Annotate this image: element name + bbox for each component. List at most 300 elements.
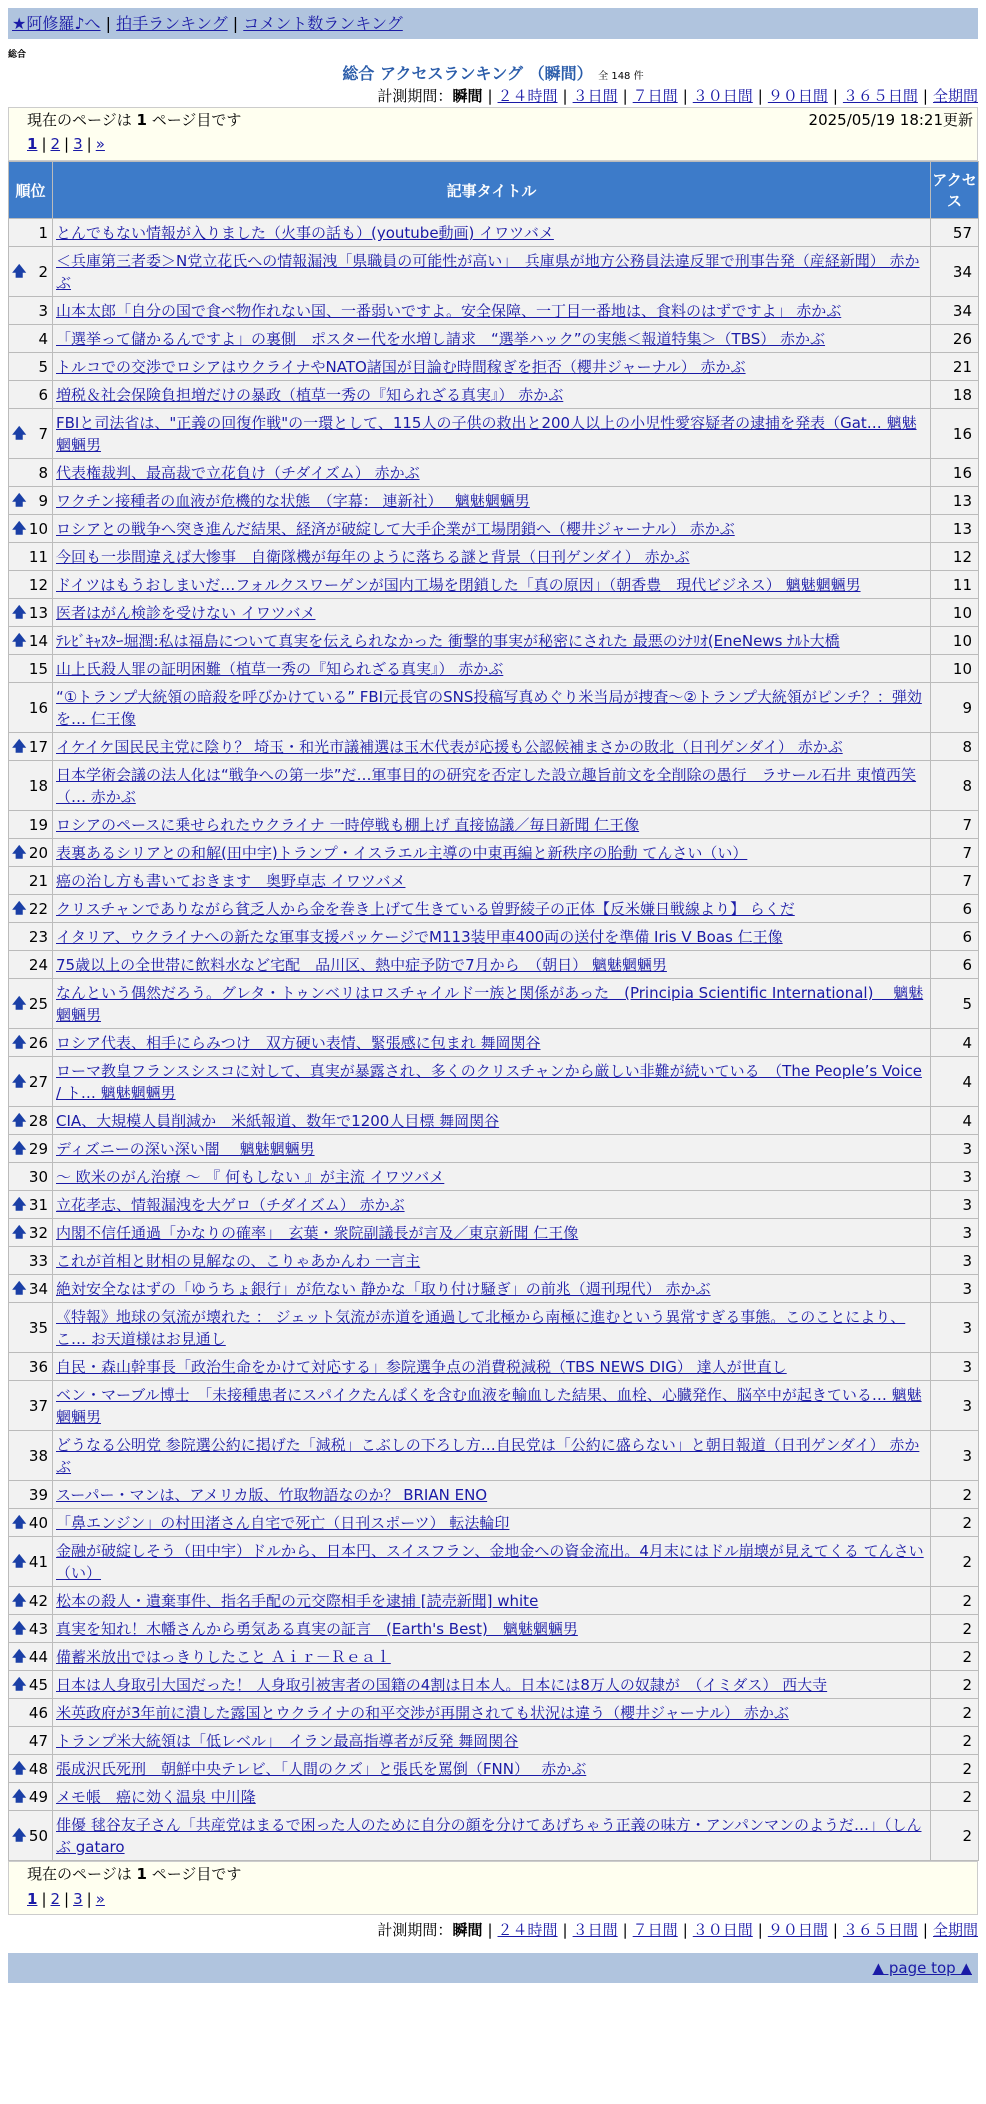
rank-up-arrow-icon: 🡅 xyxy=(12,1280,27,1297)
top-nav xyxy=(8,8,978,39)
title-cell xyxy=(53,1275,931,1303)
rank-number: 26 xyxy=(28,1034,48,1052)
rank-up-arrow-icon: 🡅 xyxy=(12,1224,27,1241)
title-cell xyxy=(53,1671,931,1699)
rank-up-arrow-icon: 🡅 xyxy=(12,1112,27,1129)
article-link[interactable]: イタリア、ウクライナへの新たな軍事支援パッケージでM113装甲車400両の送付を準備 Iris V Boas 仁王像 xyxy=(56,928,783,946)
article-link[interactable]: ドイツはもうおしまいだ…フォルクスワーゲンが国内工場を閉鎖した「真の原因」（朝香豊 現代ビジネス） 魑魅魍魎男 xyxy=(56,576,861,594)
clap-ranking-link[interactable]: 拍手ランキング xyxy=(116,14,228,33)
title-cell xyxy=(53,761,931,811)
page-top-link[interactable]: ▲ page top ▲ xyxy=(872,1959,972,1977)
article-link[interactable]: 金融が破綻しそう（田中宇）ドルから、日本円、スイスフラン、金地金への資金流出。4月末にはドル崩壊が見えてくる てんさい（い） xyxy=(56,1542,924,1582)
article-link[interactable]: 立花孝志、情報漏洩を大ゲロ（チダイズム） 赤かぶ xyxy=(56,1196,405,1214)
period-selector-bottom xyxy=(8,1919,978,1941)
rank-number: 20 xyxy=(28,844,48,862)
period-link[interactable]: ２４時間 xyxy=(497,1921,558,1939)
page-separator: | xyxy=(41,135,47,153)
access-count: 4 xyxy=(931,1057,979,1107)
access-count: 12 xyxy=(931,543,979,571)
access-count: 13 xyxy=(931,487,979,515)
title-cell xyxy=(53,683,931,733)
access-count: 3 xyxy=(931,1275,979,1303)
page-links-bottom xyxy=(27,1887,973,1912)
article-link[interactable]: メモ帳 癌に効く温泉 中川隆 xyxy=(56,1788,256,1806)
article-link[interactable]: ﾃﾚﾋﾞｷｬｽﾀｰ堀潤:私は福島について真実を伝えられなかった 衝撃的事実が秘密にされた 最悪のｼﾅﾘｵ(EneNews ﾅﾙﾄ大橋 xyxy=(56,632,840,650)
table-row xyxy=(9,1057,979,1107)
rank-number: 32 xyxy=(28,1224,48,1242)
article-link[interactable]: 医者はがん検診を受けない イワツバメ xyxy=(56,604,316,622)
article-link[interactable]: ワクチン接種者の血液が危機的な状態 （字幕： 連新社） 魑魅魍魎男 xyxy=(56,492,530,510)
title-cell xyxy=(53,1381,931,1431)
access-count: 3 xyxy=(931,1247,979,1275)
article-link[interactable]: 絶対安全なはずの「ゆうちょ銀行」が危ない 静かな「取り付け騒ぎ」の前兆（週刊現代） 赤かぶ xyxy=(56,1280,711,1298)
article-link[interactable]: クリスチャンでありながら貧乏人から金を巻き上げて生きている曽野綾子の正体【反米嫌日戦線より】 らくだ xyxy=(56,900,795,918)
rank-up-arrow-icon: 🡅 xyxy=(12,492,27,509)
article-link[interactable]: 「鼻エンジン」の村田渚さん自宅で死亡（日刊スポーツ） 転法輪印 xyxy=(56,1514,510,1532)
col-rank-header: 順位 xyxy=(9,162,53,219)
article-link[interactable]: スーパー・マンは、アメリカ版、竹取物語なのか？ BRIAN ENO xyxy=(56,1486,488,1504)
period-separator: | xyxy=(562,87,568,105)
updated-timestamp: 2025/05/19 18:21更新 xyxy=(808,111,973,129)
rank-cell xyxy=(9,543,53,571)
table-row xyxy=(9,979,979,1029)
period-link[interactable]: ２４時間 xyxy=(497,87,558,105)
rank-cell xyxy=(9,761,53,811)
period-separator: | xyxy=(562,1921,568,1939)
access-count: 3 xyxy=(931,1219,979,1247)
rank-cell xyxy=(9,923,53,951)
access-count: 2 xyxy=(931,1537,979,1587)
article-link[interactable]: ベン・マーブル博士 「未接種患者にスパイクたんぱくを含む血液を輸血した結果、血栓、心臓発作、脳卒中が起きている… 魑魅魍魎男 xyxy=(56,1386,922,1426)
article-link[interactable]: とんでもない情報が入りました（火事の話も）(youtube動画) イワツバメ xyxy=(56,224,554,242)
access-count: 2 xyxy=(931,1755,979,1783)
table-row xyxy=(9,599,979,627)
article-link[interactable]: 張成沢氏死刑 朝鮮中央テレビ、「人間のクズ」と張氏を罵倒（FNN） 赤かぶ xyxy=(56,1760,587,1778)
article-link[interactable]: 今回も一歩間違えば大惨事 自衛隊機が毎年のように落ちる謎と背景（日刊ゲンダイ） 赤かぶ xyxy=(56,548,690,566)
pager-bottom xyxy=(8,1861,978,1915)
period-separator: | xyxy=(757,1921,763,1939)
table-row xyxy=(9,1811,979,1861)
article-link[interactable]: トルコでの交渉でロシアはウクライナやNATO諸国が目論む時間稼ぎを拒否（櫻井ジャーナル） 赤かぶ xyxy=(56,358,746,376)
table-header-row xyxy=(9,162,979,219)
title-cell xyxy=(53,1755,931,1783)
rank-up-arrow-icon: 🡅 xyxy=(12,1073,27,1090)
access-count: 9 xyxy=(931,683,979,733)
next-page-link[interactable]: » xyxy=(95,1890,105,1908)
table-row xyxy=(9,543,979,571)
article-link[interactable]: 日本は人身取引大国だった！ 人身取引被害者の国籍の4割は日本人。日本には8万人の奴隷が （イミダス） 西大寺 xyxy=(56,1676,828,1694)
period-link[interactable]: 全期間 xyxy=(932,87,978,105)
ranking-table xyxy=(8,161,979,1861)
period-link[interactable]: ３日間 xyxy=(572,87,618,105)
rank-cell xyxy=(9,297,53,325)
rank-cell xyxy=(9,1587,53,1615)
rank-cell xyxy=(9,1275,53,1303)
rank-cell xyxy=(9,979,53,1029)
page-separator: | xyxy=(41,1890,47,1908)
article-link[interactable]: 増税＆社会保険負担増だけの暴政（植草一秀の『知られざる真実』） 赤かぶ xyxy=(56,386,564,404)
access-count: 2 xyxy=(931,1811,979,1861)
title-cell xyxy=(53,1727,931,1755)
rank-number: 6 xyxy=(38,386,48,404)
page-separator: | xyxy=(86,135,92,153)
article-link[interactable]: 真実を知れ！木幡さんから勇気ある真実の証言 (Earth's Best) 魑魅魍魎男 xyxy=(56,1620,578,1638)
rank-cell xyxy=(9,1163,53,1191)
period-separator: | xyxy=(622,87,628,105)
article-link[interactable]: イケイケ国民民主党に陰り？ 埼玉・和光市議補選は玉木代表が応援も公認候補まさかの敗北（日刊ゲンダイ） 赤かぶ xyxy=(56,738,843,756)
article-link[interactable]: 松本の殺人・遺棄事件、指名手配の元交際相手を逮捕 [読売新聞] white xyxy=(56,1592,539,1610)
table-row xyxy=(9,867,979,895)
col-title-header: 記事タイトル xyxy=(53,162,931,219)
article-link[interactable]: トランプ米大統領は「低レベル」 イラン最高指導者が反発 舞岡関谷 xyxy=(56,1732,519,1750)
rank-number: 36 xyxy=(28,1358,48,1376)
title-cell xyxy=(53,1699,931,1727)
access-count: 7 xyxy=(931,811,979,839)
title-cell xyxy=(53,867,931,895)
nav-separator: | xyxy=(105,14,112,33)
rank-number: 17 xyxy=(28,738,48,756)
title-cell xyxy=(53,951,931,979)
period-separator: | xyxy=(487,1921,493,1939)
article-link[interactable]: 山上氏殺人罪の証明困難（植草一秀の『知られざる真実』） 赤かぶ xyxy=(56,660,504,678)
rank-number: 41 xyxy=(28,1553,48,1571)
period-link[interactable]: ３日間 xyxy=(572,1921,618,1939)
rank-up-arrow-icon: 🡅 xyxy=(12,1140,27,1157)
access-count: 4 xyxy=(931,1029,979,1057)
rank-number: 25 xyxy=(28,995,48,1013)
access-count: 3 xyxy=(931,1381,979,1431)
access-count: 2 xyxy=(931,1699,979,1727)
rank-cell xyxy=(9,247,53,297)
rank-number: 27 xyxy=(28,1073,48,1091)
period-link[interactable]: ３０日間 xyxy=(692,1921,753,1939)
page-link[interactable]: 3 xyxy=(73,1890,83,1908)
rank-cell xyxy=(9,1247,53,1275)
title-cell xyxy=(53,515,931,543)
article-link[interactable]: 日本学術会議の法人化は“戦争への第一歩”だ…軍事目的の研究を否定した設立趣旨前文を全削除の愚行 ラサール石井 東憤西笑（… 赤かぶ xyxy=(56,766,917,806)
period-link[interactable]: 全期間 xyxy=(932,1921,978,1939)
page-separator: | xyxy=(64,1890,70,1908)
rank-up-arrow-icon: 🡅 xyxy=(12,844,27,861)
title-cell xyxy=(53,325,931,353)
ranking-table-body xyxy=(9,219,979,1861)
title-cell xyxy=(53,1509,931,1537)
period-current: 瞬間 xyxy=(452,1921,483,1939)
rank-cell xyxy=(9,839,53,867)
page-link[interactable]: 2 xyxy=(50,135,61,153)
article-link[interactable]: 「選挙って儲かるんですよ」の裏側 ポスター代を水増し請求 “選挙ハック”の実態＜報道特集＞（TBS） 赤かぶ xyxy=(56,330,826,348)
rank-cell xyxy=(9,409,53,459)
rank-up-arrow-icon: 🡅 xyxy=(12,1648,27,1665)
title-cell xyxy=(53,1107,931,1135)
rank-cell xyxy=(9,733,53,761)
current-page-number: 1 xyxy=(136,1865,147,1883)
table-row xyxy=(9,1353,979,1381)
table-row xyxy=(9,1699,979,1727)
title-cell xyxy=(53,381,931,409)
article-link[interactable]: ロシアのペースに乗せられたウクライナ 一時停戦も棚上げ 直接協議／毎日新聞 仁王像 xyxy=(56,816,640,834)
access-count: 34 xyxy=(931,247,979,297)
rank-cell xyxy=(9,515,53,543)
table-row xyxy=(9,1755,979,1783)
period-separator: | xyxy=(757,87,763,105)
title-cell xyxy=(53,487,931,515)
article-link[interactable]: これが首相と財相の見解なの、こりゃあかんわ 一言主 xyxy=(56,1252,421,1270)
rank-up-arrow-icon: 🡅 xyxy=(12,263,27,280)
table-row xyxy=(9,895,979,923)
table-row xyxy=(9,655,979,683)
table-row xyxy=(9,325,979,353)
access-count: 2 xyxy=(931,1727,979,1755)
table-row xyxy=(9,247,979,297)
title-cell xyxy=(53,1643,931,1671)
title-cell xyxy=(53,247,931,297)
home-link[interactable]: ★阿修羅♪へ xyxy=(12,14,101,33)
rank-number: 47 xyxy=(28,1732,48,1750)
rank-number: 8 xyxy=(38,464,48,482)
period-link[interactable]: ３０日間 xyxy=(692,87,753,105)
table-row xyxy=(9,409,979,459)
rank-cell xyxy=(9,325,53,353)
page-links xyxy=(27,132,973,156)
access-count: 4 xyxy=(931,1107,979,1135)
table-row xyxy=(9,459,979,487)
article-link[interactable]: ロシア代表、相手にらみつけ 双方硬い表情、緊張感に包まれ 舞岡関谷 xyxy=(56,1034,541,1052)
access-count: 10 xyxy=(931,627,979,655)
table-row xyxy=(9,1247,979,1275)
rank-number: 31 xyxy=(28,1196,48,1214)
rank-cell xyxy=(9,1135,53,1163)
article-link[interactable]: ディズニーの深い深い闇 魑魅魍魎男 xyxy=(56,1140,315,1158)
title-cell xyxy=(53,733,931,761)
table-row xyxy=(9,1381,979,1431)
rank-up-arrow-icon: 🡅 xyxy=(12,1827,27,1844)
title-cell xyxy=(53,923,931,951)
title-cell xyxy=(53,1587,931,1615)
page-link[interactable]: 3 xyxy=(73,135,83,153)
title-cell xyxy=(53,353,931,381)
page-link[interactable]: 1 xyxy=(27,1890,38,1908)
rank-number: 24 xyxy=(28,956,48,974)
table-row xyxy=(9,297,979,325)
rank-cell xyxy=(9,683,53,733)
table-row xyxy=(9,571,979,599)
rank-cell xyxy=(9,599,53,627)
table-row xyxy=(9,1509,979,1537)
period-link[interactable]: ７日間 xyxy=(632,87,678,105)
item-count: 全 148 件 xyxy=(598,71,644,82)
rank-cell xyxy=(9,381,53,409)
rank-cell xyxy=(9,627,53,655)
access-count: 10 xyxy=(931,599,979,627)
comment-ranking-link[interactable]: コメント数ランキング xyxy=(243,14,403,33)
ranking-title: 総合 アクセスランキング （瞬間） xyxy=(342,64,593,83)
category-tag: 総合 xyxy=(8,50,27,60)
rank-number: 19 xyxy=(28,816,48,834)
title-cell xyxy=(53,1163,931,1191)
article-link[interactable]: 代表権裁判、最高裁で立花負け（チダイズム） 赤かぶ xyxy=(56,464,420,482)
title-cell xyxy=(53,1247,931,1275)
page-text-pre: 現在のページは xyxy=(27,111,137,129)
current-page-text-bottom xyxy=(27,1862,973,1887)
rank-up-arrow-icon: 🡅 xyxy=(12,604,27,621)
access-count: 21 xyxy=(931,353,979,381)
article-link[interactable]: ロシアとの戦争へ突き進んだ結果、経済が破綻して大手企業が工場閉鎖へ（櫻井ジャーナル） 赤かぶ xyxy=(56,520,735,538)
table-row xyxy=(9,811,979,839)
title-cell xyxy=(53,1481,931,1509)
title-cell xyxy=(53,1135,931,1163)
table-row xyxy=(9,1029,979,1057)
rank-cell xyxy=(9,951,53,979)
rank-number: 13 xyxy=(28,604,48,622)
period-link[interactable]: ３６５日間 xyxy=(842,87,918,105)
access-count: 3 xyxy=(931,1303,979,1353)
rank-cell xyxy=(9,571,53,599)
rank-cell xyxy=(9,1699,53,1727)
rank-cell xyxy=(9,1191,53,1219)
access-count: 3 xyxy=(931,1431,979,1481)
table-row xyxy=(9,683,979,733)
article-link[interactable]: どうなる公明党 参院選公約に掲げた「減税」こぶしの下ろし方…自民党は「公約に盛らない」と朝日報道（日刊ゲンダイ） 赤かぶ xyxy=(56,1436,920,1476)
title-cell xyxy=(53,1431,931,1481)
access-count: 57 xyxy=(931,219,979,247)
period-link[interactable]: ９０日間 xyxy=(767,1921,828,1939)
table-row xyxy=(9,1191,979,1219)
period-current: 瞬間 xyxy=(452,87,483,105)
rank-up-arrow-icon: 🡅 xyxy=(12,425,27,442)
access-count: 5 xyxy=(931,979,979,1029)
access-count: 26 xyxy=(931,325,979,353)
period-separator: | xyxy=(922,1921,928,1939)
article-link[interactable]: 自民・森山幹事長「政治生命をかけて対応する」参院選争点の消費税減税（TBS NEWS DIG） 達人が世直し xyxy=(56,1358,787,1376)
title-cell xyxy=(53,1303,931,1353)
table-row xyxy=(9,353,979,381)
rank-cell xyxy=(9,1643,53,1671)
period-separator: | xyxy=(682,1921,688,1939)
title-cell xyxy=(53,979,931,1029)
article-link[interactable]: 俳優 毬谷友子さん「共産党はまるで困った人のために自分の顔を分けてあげちゃう正義の味方・アンパンマンのようだ…」（しんぶ gataro xyxy=(56,1816,922,1856)
title-cell xyxy=(53,1057,931,1107)
rank-number: 22 xyxy=(28,900,48,918)
rank-cell xyxy=(9,1727,53,1755)
rank-cell xyxy=(9,1783,53,1811)
rank-number: 4 xyxy=(38,330,48,348)
rank-number: 14 xyxy=(28,632,48,650)
table-row xyxy=(9,1135,979,1163)
rank-number: 43 xyxy=(28,1620,48,1638)
table-row xyxy=(9,627,979,655)
article-link[interactable]: 米英政府が3年前に潰した露国とウクライナの和平交渉が再開されても状況は違う（櫻井ジャーナル） 赤かぶ xyxy=(56,1704,789,1722)
period-link[interactable]: ９０日間 xyxy=(767,87,828,105)
article-link[interactable]: 75歳以上の全世帯に飲料水など宅配 品川区、熱中症予防で7月から （朝日） 魑魅魍魎男 xyxy=(56,956,667,974)
title-cell xyxy=(53,571,931,599)
title-cell xyxy=(53,1029,931,1057)
access-count: 8 xyxy=(931,761,979,811)
rank-number: 15 xyxy=(28,660,48,678)
article-link[interactable]: FBIと司法省は、"正義の回復作戦"の一環として、115人の子供の救出と200人以上の小児性愛容疑者の逮捕を発表（Gat… 魑魅魍魎男 xyxy=(56,414,917,454)
rank-cell xyxy=(9,1107,53,1135)
article-link[interactable]: 内閣不信任通過「かなりの確率」 玄葉・衆院副議長が言及／東京新聞 仁王像 xyxy=(56,1224,579,1242)
rank-number: 11 xyxy=(28,548,48,566)
table-row xyxy=(9,1615,979,1643)
period-selector-top xyxy=(8,85,978,107)
table-row xyxy=(9,761,979,811)
table-row xyxy=(9,1275,979,1303)
article-link[interactable]: ローマ教皇フランスシスコに対して、真実が暴露され、多くのクリスチャンから厳しい非難が続いている （The People’s Voice / ト… 魑魅魍魎男 xyxy=(56,1062,922,1102)
current-page-number: 1 xyxy=(136,111,147,129)
rank-number: 10 xyxy=(28,520,48,538)
access-count: 2 xyxy=(931,1509,979,1537)
article-link[interactable]: 〜 欧米のがん治療 〜 『 何もしない 』が主流 イワツバメ xyxy=(56,1168,445,1186)
article-link[interactable]: ＜兵庫第三者委＞N党立花氏への情報漏洩「県職員の可能性が高い」 兵庫県が地方公務員法違反罪で刑事告発（産経新聞） 赤かぶ xyxy=(56,252,920,292)
table-row xyxy=(9,733,979,761)
title-cell xyxy=(53,409,931,459)
rank-number: 39 xyxy=(28,1486,48,1504)
table-row xyxy=(9,1481,979,1509)
rank-number: 45 xyxy=(28,1676,48,1694)
rank-cell xyxy=(9,1029,53,1057)
page-link[interactable]: 1 xyxy=(27,135,38,153)
rank-number: 44 xyxy=(28,1648,48,1666)
title-cell xyxy=(53,1191,931,1219)
access-count: 16 xyxy=(931,409,979,459)
next-page-link[interactable]: » xyxy=(95,135,105,153)
period-link[interactable]: ７日間 xyxy=(632,1921,678,1939)
article-link[interactable]: “①トランプ大統領の暗殺を呼びかけている” FBI元長官のSNS投稿写真めぐり米当局が捜査〜②トランプ大統領がピンチ？：弾効を… 仁王像 xyxy=(56,688,922,728)
access-count: 13 xyxy=(931,515,979,543)
period-separator: | xyxy=(922,87,928,105)
access-count: 3 xyxy=(931,1191,979,1219)
access-count: 8 xyxy=(931,733,979,761)
page-link[interactable]: 2 xyxy=(50,1890,61,1908)
table-row xyxy=(9,219,979,247)
rank-number: 35 xyxy=(28,1319,48,1337)
title-cell xyxy=(53,1353,931,1381)
rank-number: 9 xyxy=(38,492,48,510)
rank-cell xyxy=(9,867,53,895)
rank-number: 2 xyxy=(38,263,48,281)
rank-cell xyxy=(9,1057,53,1107)
rank-number: 48 xyxy=(28,1760,48,1778)
table-row xyxy=(9,1163,979,1191)
article-link[interactable]: 備蓄米放出ではっきりしたこと Ａｉｒ－Ｒｅａｌ xyxy=(56,1648,391,1666)
period-link[interactable]: ３６５日間 xyxy=(842,1921,918,1939)
article-link[interactable]: 山本太郎「自分の国で食べ物作れない国、一番弱いですよ。安全保障、一丁目一番地は、食料のはずですよ」 赤かぶ xyxy=(56,302,842,320)
rank-number: 46 xyxy=(28,1704,48,1722)
rank-number: 1 xyxy=(38,224,48,242)
title-cell xyxy=(53,297,931,325)
page-text-post: ページ目です xyxy=(146,111,242,129)
rank-cell xyxy=(9,1353,53,1381)
rank-cell xyxy=(9,655,53,683)
rank-cell xyxy=(9,1303,53,1353)
title-cell xyxy=(53,1811,931,1861)
access-count: 2 xyxy=(931,1587,979,1615)
rank-number: 29 xyxy=(28,1140,48,1158)
table-row xyxy=(9,515,979,543)
article-link[interactable]: CIA、大規模人員削減か 米紙報道、数年で1200人目標 舞岡関谷 xyxy=(56,1112,500,1130)
article-link[interactable]: 《特報》地球の気流が壊れた ： ジェット気流が赤道を通過して北極から南極に進むという異常すぎる事態。このことにより、こ… お天道様はお見通し xyxy=(56,1308,906,1348)
period-separator: | xyxy=(832,87,838,105)
article-link[interactable]: なんという偶然だろう。グレタ・トゥンベリはロスチャイルド一族と関係があった (Principia Scientific International) 魑魅魍魎男 xyxy=(56,984,924,1024)
article-link[interactable]: 癌の治し方も書いておきます 奥野卓志 イワツバメ xyxy=(56,872,406,890)
rank-number: 30 xyxy=(28,1168,48,1186)
table-row xyxy=(9,1643,979,1671)
article-link[interactable]: 表裏あるシリアとの和解(田中宇)トランプ・イスラエル主導の中東再編と新秩序の胎動 てんさい（い） xyxy=(56,844,748,862)
page-text-pre: 現在のページは xyxy=(27,1865,137,1883)
rank-up-arrow-icon: 🡅 xyxy=(12,520,27,537)
rank-up-arrow-icon: 🡅 xyxy=(12,1788,27,1805)
